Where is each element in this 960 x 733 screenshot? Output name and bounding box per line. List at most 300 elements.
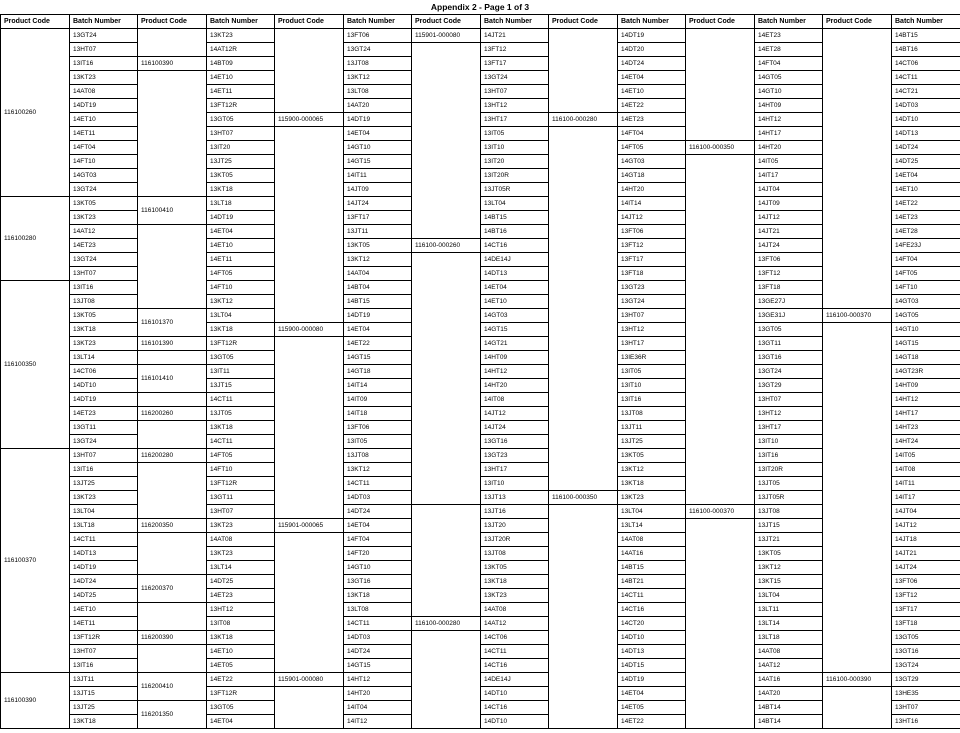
batch-number-cell: 13HT07 [207, 505, 275, 519]
batch-number-cell: 14CT11 [344, 617, 412, 631]
batch-number-cell: 14FT05 [207, 267, 275, 281]
product-code-cell: 116100-000350 [686, 141, 755, 155]
batch-number-cell: 13IT16 [618, 393, 686, 407]
batch-number-cell: 14DT24 [344, 645, 412, 659]
batch-number-cell: 14ET04 [207, 225, 275, 239]
table-row [1, 645, 960, 659]
table-row [1, 197, 960, 211]
batch-number-cell: 14ET23 [755, 29, 823, 43]
table-row [1, 393, 960, 407]
batch-number-cell: 14FT05 [618, 141, 686, 155]
batch-number-cell: 14JT21 [892, 547, 960, 561]
batch-number-cell: 14IT11 [344, 169, 412, 183]
batch-number-cell: 13JT11 [344, 225, 412, 239]
batch-number-cell: 14HT20 [344, 687, 412, 701]
batch-number-cell: 14CT16 [481, 659, 549, 673]
batch-number-cell: 14AT16 [618, 547, 686, 561]
batch-number-cell: 14JT21 [481, 29, 549, 43]
product-code-cell [138, 29, 207, 57]
batch-number-cell: 13IT20R [755, 463, 823, 477]
batch-number-cell: 14GT03 [618, 155, 686, 169]
batch-number-cell: 14GT18 [892, 351, 960, 365]
batch-number-cell: 13IT16 [70, 281, 138, 295]
product-code-cell [823, 323, 892, 673]
product-code-cell: 116100390 [1, 673, 70, 729]
product-code-cell [138, 393, 207, 407]
header-cell: Batch Number [70, 15, 138, 29]
batch-number-cell: 14DT25 [892, 155, 960, 169]
product-code-cell [138, 421, 207, 449]
table-row [1, 533, 960, 547]
batch-number-cell: 13JT05 [755, 477, 823, 491]
batch-number-cell: 13KT05 [207, 169, 275, 183]
batch-number-cell: 14GT15 [344, 659, 412, 673]
batch-number-cell: 14HT24 [892, 435, 960, 449]
batch-number-cell: 13LT14 [755, 617, 823, 631]
batch-number-cell: 14AT16 [755, 673, 823, 687]
batch-number-cell: 13HT17 [481, 463, 549, 477]
batch-number-cell: 13KT23 [207, 519, 275, 533]
batch-number-cell: 13HT17 [618, 337, 686, 351]
batch-number-cell: 14IT17 [755, 169, 823, 183]
product-code-cell: 115901-000065 [275, 519, 344, 533]
batch-number-cell: 14FE23J [892, 239, 960, 253]
batch-number-cell: 14GT18 [344, 365, 412, 379]
batch-number-cell: 14ET04 [344, 323, 412, 337]
batch-number-cell: 13IT08 [207, 617, 275, 631]
product-code-cell: 115901-000080 [412, 29, 481, 43]
product-code-cell: 116100-000280 [412, 617, 481, 631]
batch-number-cell: 13JT08 [344, 57, 412, 71]
batch-number-cell: 13KT23 [481, 589, 549, 603]
batch-number-cell: 14IT08 [892, 463, 960, 477]
batch-number-cell: 13FT17 [481, 57, 549, 71]
batch-number-cell: 14ET04 [207, 715, 275, 729]
batch-number-cell: 13JT25 [207, 155, 275, 169]
batch-number-cell: 14CT11 [892, 71, 960, 85]
batch-number-cell: 14GT03 [70, 169, 138, 183]
product-code-cell: 116200390 [138, 631, 207, 645]
batch-number-cell: 14ET22 [344, 337, 412, 351]
batch-number-cell: 13HT07 [70, 645, 138, 659]
product-code-cell: 116100410 [138, 197, 207, 225]
batch-number-cell: 14HT09 [892, 379, 960, 393]
product-code-cell: 116201350 [138, 701, 207, 729]
batch-number-cell: 13JT20R [481, 533, 549, 547]
batch-number-cell: 14HT17 [755, 127, 823, 141]
batch-number-cell: 13LT18 [207, 197, 275, 211]
batch-number-cell: 13JT11 [618, 421, 686, 435]
batch-number-cell: 14ET10 [207, 645, 275, 659]
batch-number-cell: 14HT20 [481, 379, 549, 393]
product-code-cell: 116200350 [138, 519, 207, 533]
batch-number-cell: 14JT24 [481, 421, 549, 435]
batch-number-cell: 13GT05 [207, 351, 275, 365]
header-cell: Batch Number [892, 15, 960, 29]
batch-number-cell: 14ET10 [618, 85, 686, 99]
batch-number-cell: 14FT20 [344, 547, 412, 561]
batch-number-cell: 14ET23 [207, 589, 275, 603]
batch-number-cell: 14IT11 [892, 477, 960, 491]
batch-number-cell: 14DE14J [481, 673, 549, 687]
batch-number-cell: 13KT05 [481, 561, 549, 575]
batch-number-cell: 13FT17 [344, 211, 412, 225]
batch-number-cell: 13GT05 [207, 113, 275, 127]
batch-number-cell: 14AT08 [755, 645, 823, 659]
batch-number-cell: 14BT21 [618, 575, 686, 589]
batch-number-cell: 13JT08 [344, 449, 412, 463]
batch-number-cell: 14DT19 [618, 673, 686, 687]
batch-number-cell: 13JT08 [70, 295, 138, 309]
batch-number-cell: 13HT17 [755, 421, 823, 435]
product-code-cell [138, 533, 207, 575]
batch-number-cell: 13JT25 [618, 435, 686, 449]
batch-number-cell: 13HT07 [481, 85, 549, 99]
batch-number-cell: 13HT12 [755, 407, 823, 421]
product-code-cell: 115901-000080 [275, 673, 344, 687]
batch-number-cell: 14JT18 [892, 533, 960, 547]
batch-number-cell: 14CT16 [481, 239, 549, 253]
batch-number-cell: 13FT06 [344, 29, 412, 43]
batch-number-cell: 14JT12 [892, 519, 960, 533]
batch-number-cell: 14ET05 [207, 659, 275, 673]
batch-number-cell: 14DT19 [207, 211, 275, 225]
header-cell: Batch Number [481, 15, 549, 29]
batch-number-cell: 13JT15 [207, 379, 275, 393]
batch-number-cell: 14GT15 [344, 351, 412, 365]
batch-number-cell: 14DT24 [344, 505, 412, 519]
header-row [1, 15, 960, 29]
batch-number-cell: 14IT14 [344, 379, 412, 393]
batch-number-cell: 14ET22 [618, 715, 686, 729]
batch-number-cell: 13GT16 [755, 351, 823, 365]
batch-number-cell: 14AT12 [70, 225, 138, 239]
batch-number-cell: 14BT04 [344, 281, 412, 295]
batch-number-cell: 14ET04 [618, 687, 686, 701]
batch-number-cell: 14FT04 [892, 253, 960, 267]
batch-number-cell: 14DE14J [481, 253, 549, 267]
batch-number-cell: 14BT15 [892, 29, 960, 43]
product-code-cell: 116200280 [138, 449, 207, 463]
batch-number-cell: 13GT29 [892, 673, 960, 687]
batch-number-cell: 13IT16 [70, 659, 138, 673]
batch-number-cell: 14CT11 [344, 477, 412, 491]
batch-number-cell: 13HT12 [207, 603, 275, 617]
product-code-cell [412, 43, 481, 239]
batch-number-cell: 13JT13 [481, 491, 549, 505]
batch-number-cell: 13KT05 [70, 197, 138, 211]
batch-number-cell: 14DT03 [344, 491, 412, 505]
batch-number-cell: 14FT04 [70, 141, 138, 155]
batch-number-cell: 14JT12 [618, 211, 686, 225]
batch-number-cell: 14AT04 [344, 267, 412, 281]
batch-number-cell: 13FT12R [207, 99, 275, 113]
batch-number-cell: 13KT23 [70, 337, 138, 351]
batch-number-cell: 14ET04 [618, 71, 686, 85]
product-code-cell: 116100390 [138, 57, 207, 71]
batch-number-cell: 13HE35 [892, 687, 960, 701]
batch-number-cell: 14CT11 [207, 393, 275, 407]
batch-number-cell: 14JT24 [755, 239, 823, 253]
batch-number-cell: 14IT05 [755, 155, 823, 169]
product-code-cell: 116100-000260 [412, 239, 481, 253]
product-code-cell: 116200260 [138, 407, 207, 421]
batch-number-cell: 14DT20 [618, 43, 686, 57]
batch-number-cell: 13GT16 [344, 575, 412, 589]
batch-number-cell: 13IT20 [481, 155, 549, 169]
batch-number-cell: 13KT12 [344, 463, 412, 477]
batch-number-cell: 13KT18 [70, 715, 138, 729]
batch-number-cell: 13FT12R [207, 337, 275, 351]
batch-number-cell: 13JT25 [70, 701, 138, 715]
header-cell: Product Code [275, 15, 344, 29]
product-code-cell: 116200370 [138, 575, 207, 603]
batch-number-cell: 13JT08 [481, 547, 549, 561]
batch-number-cell: 13JT25 [70, 477, 138, 491]
batch-number-cell: 14ET23 [618, 113, 686, 127]
batch-number-cell: 14CT06 [70, 365, 138, 379]
batch-number-cell: 14IT08 [481, 393, 549, 407]
batch-number-cell: 14GT10 [344, 561, 412, 575]
batch-number-cell: 13FT12 [892, 589, 960, 603]
table-row [1, 421, 960, 435]
batch-number-cell: 13GT05 [892, 631, 960, 645]
product-code-cell [138, 463, 207, 519]
batch-number-cell: 13IT16 [755, 449, 823, 463]
batch-number-cell: 14DT10 [892, 113, 960, 127]
batch-number-cell: 14AT12 [755, 659, 823, 673]
batch-number-cell: 13LT14 [70, 351, 138, 365]
batch-number-cell: 14DT10 [481, 715, 549, 729]
table-row [1, 407, 960, 421]
product-code-cell: 116101410 [138, 365, 207, 393]
batch-number-cell: 14ET23 [70, 239, 138, 253]
product-code-cell [412, 631, 481, 729]
batch-number-cell: 13HT07 [70, 267, 138, 281]
batch-number-cell: 13FT18 [892, 617, 960, 631]
batch-number-cell: 14BT15 [481, 211, 549, 225]
product-code-cell: 115900-000065 [275, 113, 344, 127]
batch-number-cell: 13LT04 [618, 505, 686, 519]
batch-number-cell: 13LT14 [207, 561, 275, 575]
batch-number-cell: 14ET23 [70, 407, 138, 421]
batch-number-cell: 13KT23 [207, 29, 275, 43]
batch-number-cell: 14CT11 [618, 589, 686, 603]
product-code-cell: 116100-000350 [549, 491, 618, 505]
table-row [1, 71, 960, 85]
batch-number-cell: 13JT08 [618, 407, 686, 421]
batch-number-cell: 14DT24 [892, 141, 960, 155]
batch-number-cell: 14AT08 [207, 533, 275, 547]
header-cell: Batch Number [207, 15, 275, 29]
batch-number-cell: 14ET10 [70, 113, 138, 127]
batch-number-cell: 14JT04 [892, 505, 960, 519]
header-cell: Product Code [549, 15, 618, 29]
product-code-cell [138, 71, 207, 197]
batch-number-cell: 14FT05 [892, 267, 960, 281]
batch-number-cell: 14DT10 [481, 687, 549, 701]
batch-number-cell: 13LT04 [755, 589, 823, 603]
batch-number-cell: 14HT12 [755, 113, 823, 127]
batch-number-cell: 14ET05 [618, 701, 686, 715]
batch-number-cell: 14ET10 [207, 239, 275, 253]
product-code-cell [823, 29, 892, 309]
batch-number-cell: 13IT05 [618, 365, 686, 379]
batch-number-cell: 13IT05 [344, 435, 412, 449]
batch-number-cell: 14CT06 [481, 631, 549, 645]
batch-number-cell: 14IT18 [344, 407, 412, 421]
batch-number-cell: 13GT05 [755, 323, 823, 337]
batch-number-cell: 14JT21 [755, 225, 823, 239]
batch-number-cell: 14ET10 [892, 183, 960, 197]
batch-number-cell: 14ET11 [207, 85, 275, 99]
batch-number-cell: 13JT11 [70, 673, 138, 687]
header-cell: Batch Number [618, 15, 686, 29]
batch-number-cell: 13JT16 [481, 505, 549, 519]
batch-number-cell: 14BT14 [755, 701, 823, 715]
header-cell: Batch Number [755, 15, 823, 29]
batch-number-cell: 13KT18 [481, 575, 549, 589]
batch-number-cell: 14FT04 [344, 533, 412, 547]
batch-number-cell: 14DT19 [618, 29, 686, 43]
batch-number-cell: 14FT10 [892, 281, 960, 295]
batch-number-cell: 13KT18 [344, 589, 412, 603]
batch-number-cell: 13KT05 [344, 239, 412, 253]
header-cell: Batch Number [344, 15, 412, 29]
batch-number-cell: 13LT04 [481, 197, 549, 211]
batch-number-cell: 14HT20 [755, 141, 823, 155]
batch-number-cell: 14CT06 [892, 57, 960, 71]
batch-number-cell: 14FT10 [207, 281, 275, 295]
batch-number-cell: 13JT05R [481, 183, 549, 197]
batch-number-cell: 13GT16 [481, 435, 549, 449]
batch-number-cell: 14DT10 [70, 379, 138, 393]
batch-number-cell: 13IT10 [481, 141, 549, 155]
batch-number-cell: 14ET11 [70, 127, 138, 141]
batch-number-cell: 14ET10 [207, 71, 275, 85]
batch-number-cell: 13GE27J [755, 295, 823, 309]
batch-number-cell: 14GT18 [618, 169, 686, 183]
batch-number-cell: 14IT12 [344, 715, 412, 729]
batch-number-cell: 14ET11 [70, 617, 138, 631]
batch-number-cell: 14GT03 [481, 309, 549, 323]
batch-number-cell: 13KT23 [70, 211, 138, 225]
batch-number-cell: 13HT12 [481, 99, 549, 113]
batch-number-cell: 14DT19 [70, 99, 138, 113]
batch-number-cell: 13HT07 [70, 449, 138, 463]
table-row [1, 631, 960, 645]
batch-number-cell: 13KT18 [207, 631, 275, 645]
batch-number-cell: 14ET04 [481, 281, 549, 295]
batch-number-cell: 14ET22 [618, 99, 686, 113]
product-code-cell [275, 29, 344, 113]
batch-number-cell: 14ET23 [892, 211, 960, 225]
batch-number-cell: 14CT11 [70, 533, 138, 547]
batch-number-cell: 14JT12 [755, 211, 823, 225]
batch-number-cell: 14JT24 [344, 197, 412, 211]
product-code-cell: 116100370 [1, 449, 70, 673]
batch-number-cell: 13FT06 [892, 575, 960, 589]
batch-number-cell: 13KT23 [618, 491, 686, 505]
batch-number-cell: 13GT29 [755, 379, 823, 393]
table-row [1, 519, 960, 533]
batch-number-cell: 14BT14 [755, 715, 823, 729]
batch-number-cell: 14BT16 [481, 225, 549, 239]
batch-number-cell: 13FT06 [344, 421, 412, 435]
batch-number-cell: 14GT23R [892, 365, 960, 379]
batch-number-cell: 13LT18 [70, 519, 138, 533]
batch-number-cell: 13KT12 [207, 295, 275, 309]
batch-number-cell: 13IT10 [481, 477, 549, 491]
batch-number-cell: 13FT12 [481, 43, 549, 57]
table-row [1, 701, 960, 715]
product-code-cell: 116101390 [138, 337, 207, 351]
header-cell: Product Code [412, 15, 481, 29]
batch-number-cell: 13IT05 [481, 127, 549, 141]
product-code-cell [549, 29, 618, 113]
batch-number-cell: 14DT03 [892, 99, 960, 113]
batch-number-cell: 14DT19 [344, 309, 412, 323]
batch-number-cell: 14DT13 [618, 645, 686, 659]
batch-number-cell: 13HT17 [481, 113, 549, 127]
product-code-cell [138, 603, 207, 631]
table-row [1, 29, 960, 43]
product-code-cell [412, 505, 481, 617]
batch-number-cell: 13IT16 [70, 463, 138, 477]
table-row [1, 365, 960, 379]
batch-number-cell: 14BT09 [207, 57, 275, 71]
header-cell: Product Code [823, 15, 892, 29]
batch-number-cell: 14CT20 [618, 617, 686, 631]
product-code-cell: 116100-000280 [549, 113, 618, 127]
batch-number-cell: 13FT17 [892, 603, 960, 617]
table-row [1, 673, 960, 687]
batch-number-cell: 13KT18 [207, 421, 275, 435]
batch-number-cell: 14DT15 [618, 659, 686, 673]
batch-number-cell: 13KT15 [755, 575, 823, 589]
batch-number-cell: 13FT12R [207, 477, 275, 491]
batch-number-cell: 14HT20 [618, 183, 686, 197]
batch-number-cell: 13IE36R [618, 351, 686, 365]
product-code-cell [275, 533, 344, 673]
batch-number-cell: 13GT11 [70, 421, 138, 435]
batch-number-cell: 13GT24 [755, 365, 823, 379]
batch-number-cell: 13GT11 [755, 337, 823, 351]
batch-number-cell: 13FT12R [70, 631, 138, 645]
batch-table [0, 14, 960, 729]
batch-number-cell: 14ET11 [207, 253, 275, 267]
batch-number-cell: 14DT24 [70, 575, 138, 589]
product-code-cell: 115900-000080 [275, 323, 344, 337]
table-row [1, 351, 960, 365]
batch-number-cell: 13FT12 [755, 267, 823, 281]
batch-number-cell: 13LT18 [755, 631, 823, 645]
batch-number-cell: 14ET04 [344, 127, 412, 141]
product-code-cell [138, 225, 207, 309]
batch-number-cell: 14JT12 [481, 407, 549, 421]
batch-number-cell: 14IT05 [892, 449, 960, 463]
batch-number-cell: 14DT13 [70, 547, 138, 561]
batch-number-cell: 14HT12 [344, 673, 412, 687]
batch-number-cell: 14DT13 [892, 127, 960, 141]
batch-number-cell: 13HT16 [892, 715, 960, 729]
batch-number-cell: 13KT12 [344, 253, 412, 267]
batch-number-cell: 13LT08 [344, 603, 412, 617]
batch-number-cell: 13IT11 [207, 365, 275, 379]
batch-number-cell: 13LT08 [344, 85, 412, 99]
batch-number-cell: 14CT11 [207, 435, 275, 449]
product-code-cell: 116100-000370 [823, 309, 892, 323]
